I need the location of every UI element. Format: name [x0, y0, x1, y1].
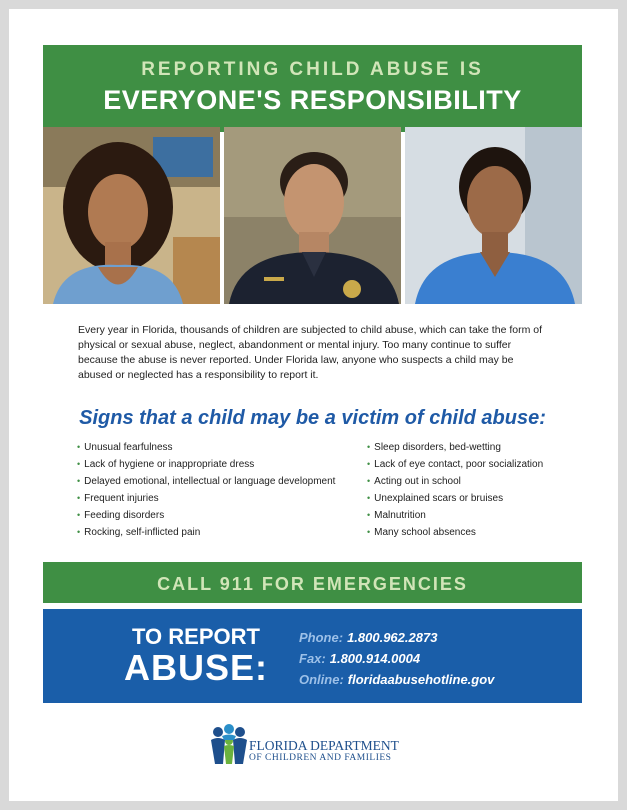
phone-row — [299, 627, 494, 648]
flyer-page — [9, 9, 618, 801]
online-row — [299, 669, 494, 690]
list-item — [77, 490, 377, 507]
sign-label: Delayed emotional, intellectual or language development — [84, 476, 336, 487]
report-heading — [121, 625, 271, 687]
online-label: Online: — [299, 672, 344, 687]
logo-text-line1: FLORIDA DEPARTMENT — [249, 738, 399, 753]
header-subtitle: REPORTING CHILD ABUSE IS — [141, 59, 484, 80]
bullet-icon: • — [77, 527, 81, 537]
list-item — [367, 456, 627, 473]
sign-label: Rocking, self-inflicted pain — [84, 527, 201, 538]
sign-label: Acting out in school — [374, 476, 461, 487]
list-item — [367, 490, 627, 507]
phone-number[interactable]: 1.800.962.2873 — [347, 630, 438, 645]
contact-info — [299, 627, 494, 690]
bullet-icon: • — [367, 493, 371, 503]
photo-woman — [43, 127, 220, 304]
logo-text-line2: OF CHILDREN AND FAMILIES — [249, 753, 392, 763]
header-title: EVERYONE'S RESPONSIBILITY — [103, 85, 522, 115]
sign-label: Lack of hygiene or inappropriate dress — [84, 459, 255, 470]
signs-list-right — [367, 439, 627, 541]
sign-label: Feeding disorders — [84, 510, 165, 521]
list-item — [367, 524, 627, 541]
sign-label: Sleep disorders, bed-wetting — [374, 442, 501, 453]
online-link[interactable]: floridaabusehotline.gov — [347, 672, 495, 687]
dcf-logo — [209, 724, 429, 774]
bullet-icon: • — [77, 476, 81, 486]
bullet-icon: • — [367, 510, 371, 520]
sign-label: Unusual fearfulness — [84, 442, 173, 453]
intro-paragraph: Every year in Florida, thousands of children are subjected to child abuse, which can take the form of physical or sexual abuse, neglect, abandonment or mental injury. Too many continue to suffer because the abuse is never reported. Under Florida law, anyone who suspects a child may be abused or neglected has a responsibility to report it. — [78, 324, 542, 381]
bullet-icon: • — [77, 493, 81, 503]
bullet-icon: • — [367, 527, 371, 537]
list-item — [77, 524, 377, 541]
fax-number: 1.800.914.0004 — [329, 651, 421, 666]
family-logo-icon — [209, 724, 249, 768]
signs-heading: Signs that a child may be a victim of child abuse: — [79, 407, 546, 429]
sign-label: Many school absences — [374, 527, 476, 538]
bullet-icon: • — [77, 459, 81, 469]
bullet-icon: • — [77, 510, 81, 520]
sign-label: Frequent injuries — [84, 493, 159, 504]
fax-label: Fax: — [299, 651, 326, 666]
sign-label: Lack of eye contact, poor socialization — [374, 459, 544, 470]
photo-strip — [43, 127, 582, 304]
report-heading-line1: TO REPORT — [132, 624, 260, 649]
signs-list-left — [77, 439, 377, 541]
bullet-icon: • — [367, 442, 371, 452]
emergency-banner — [43, 562, 582, 606]
list-item — [77, 439, 377, 456]
bullet-icon: • — [367, 459, 371, 469]
fax-row — [299, 648, 494, 669]
emergency-text: CALL 911 FOR EMERGENCIES — [157, 574, 468, 594]
sign-label: Malnutrition — [374, 510, 426, 521]
report-heading-line2: ABUSE: — [123, 647, 268, 688]
sign-label: Unexplained scars or bruises — [374, 493, 504, 504]
list-item — [77, 473, 377, 490]
list-item — [367, 439, 627, 456]
header-banner — [43, 45, 582, 132]
list-item — [367, 507, 627, 524]
list-item — [77, 456, 377, 473]
bullet-icon: • — [367, 476, 371, 486]
list-item — [367, 473, 627, 490]
list-item — [77, 507, 377, 524]
bullet-icon: • — [77, 442, 81, 452]
phone-label: Phone: — [299, 630, 344, 645]
report-abuse-box — [43, 609, 582, 703]
photo-officer — [224, 127, 401, 304]
photo-nurse — [405, 127, 582, 304]
